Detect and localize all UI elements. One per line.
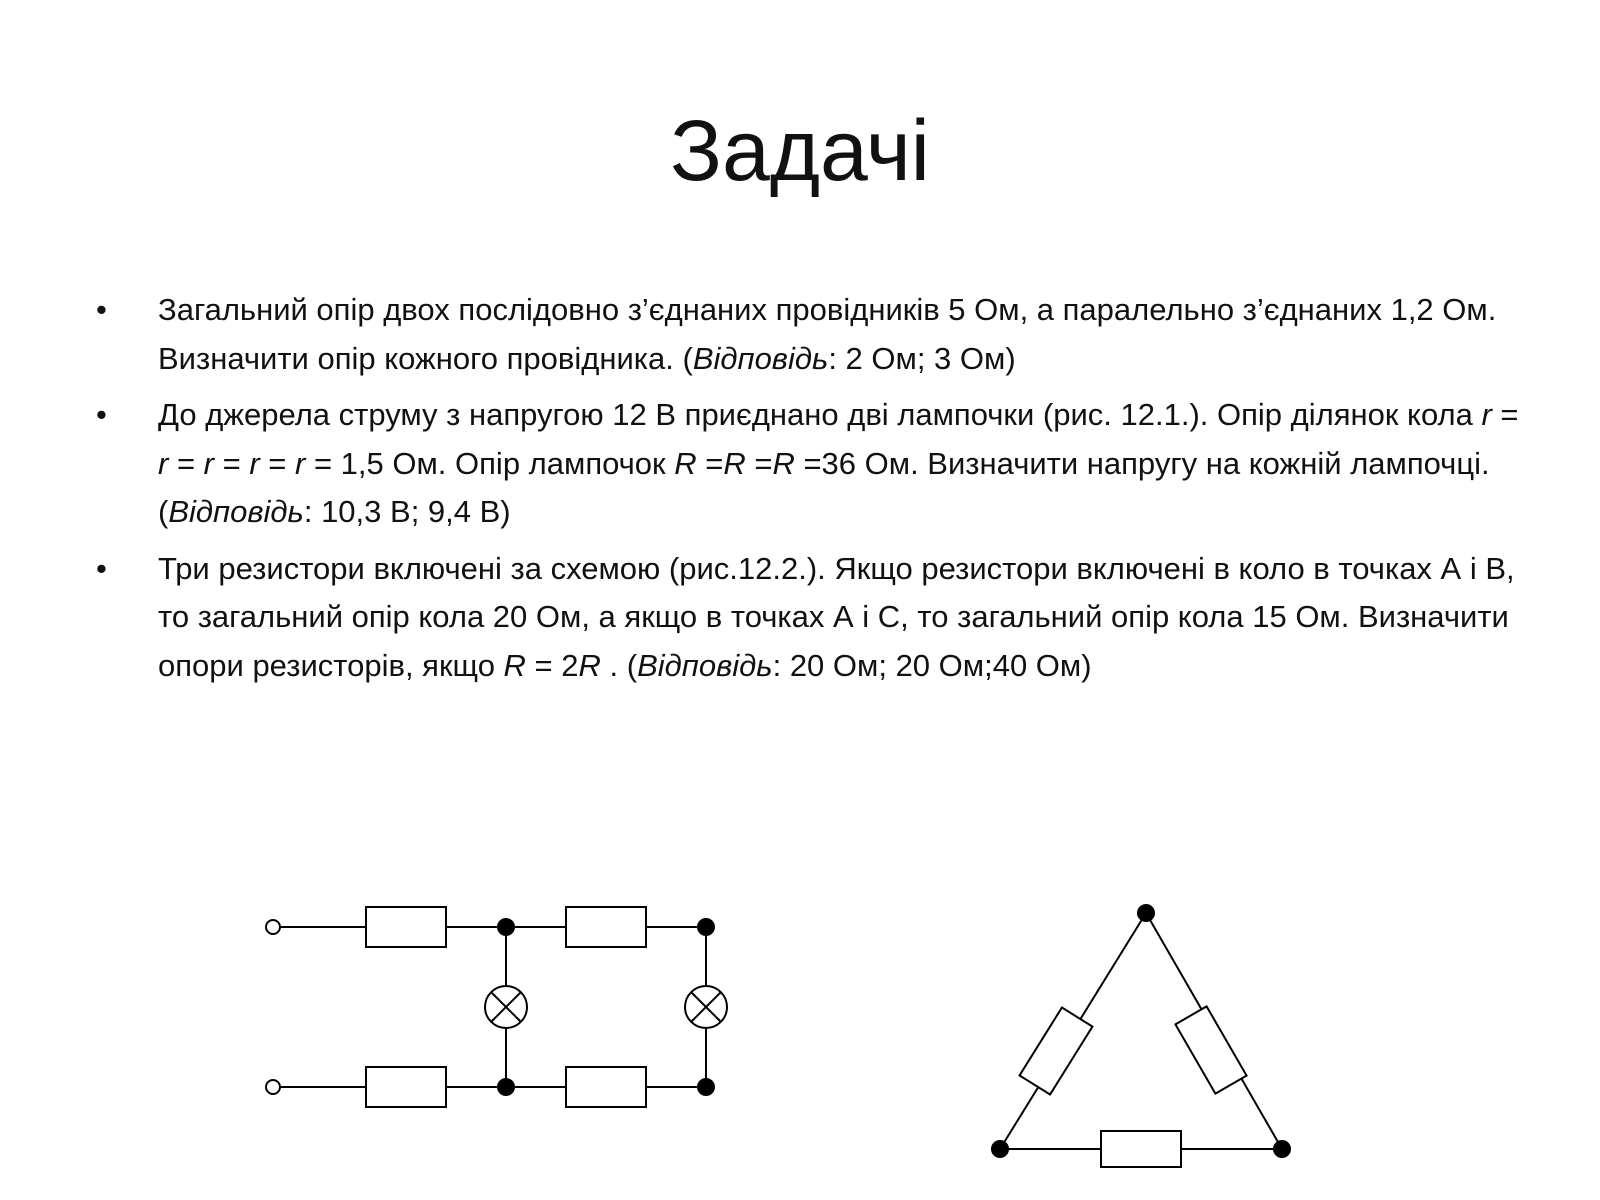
bullet-icon: •	[96, 292, 107, 327]
text-segment: R	[503, 647, 526, 683]
resistor-bottom-left	[366, 1067, 446, 1107]
text-segment: r	[158, 445, 169, 481]
slide-title: Задачі	[670, 103, 930, 199]
text-segment: R	[578, 647, 601, 683]
text-segment: До джерела струму з напругою 12 В приєднано дві лампочки (рис. 12.1.). Опір ділянок кола	[158, 397, 1482, 432]
text-segment: =	[214, 445, 250, 481]
text-segment: : 20 Ом; 20 Ом;40 Ом)	[772, 647, 1092, 683]
text-segment: R	[772, 445, 795, 481]
text-segment: Відповідь	[168, 494, 304, 529]
text-segment: r	[295, 445, 306, 481]
text-segment: Відповідь	[692, 340, 829, 376]
text-segment: Відповідь	[637, 647, 773, 683]
text-segment: =	[1491, 397, 1519, 432]
figure-12-2	[992, 905, 1290, 1167]
text-segment: R	[723, 445, 746, 481]
bullet-icon: •	[96, 550, 107, 586]
text-segment: Три резистори включені за схемою (рис.12.2.). Якщо резистори включені в коло в точках А і В, то загальний опір кола 20 Ом, а якщо в точках А і С, то загальний опір кола 15 Ом. Визначити опори резисторів, якщо	[158, 550, 1515, 683]
resistor-bottom	[1101, 1131, 1181, 1167]
resistor-top-left	[366, 907, 446, 947]
junction-dot	[498, 1079, 514, 1095]
junction-dot	[698, 1079, 714, 1095]
junction-dot	[1138, 905, 1154, 921]
junction-dot	[992, 1141, 1008, 1157]
resistor-bottom-right	[566, 1067, 646, 1107]
text-segment: Загальний опір двох послідовно з’єднаних провідників 5 Ом, а паралельно з’єднаних 1,2 Ом. Визначити опір кожного провідника. (	[158, 292, 1497, 376]
terminal-icon	[266, 920, 280, 934]
text-segment: = 2	[525, 647, 579, 683]
lamp-icon	[685, 986, 727, 1028]
text-segment: R	[674, 445, 697, 481]
terminal-icon	[266, 1080, 280, 1094]
bullet-icon: •	[96, 397, 107, 432]
text-segment: r	[203, 445, 214, 481]
resistor-top-right	[566, 907, 646, 947]
text-segment: =36 Ом. Визначити напругу на кожній лампочці. (	[158, 445, 1490, 529]
junction-dot	[498, 919, 514, 935]
figure-12-1	[266, 907, 727, 1107]
text-segment: r	[249, 445, 260, 481]
junction-dot	[698, 919, 714, 935]
resistor-right	[1175, 1006, 1246, 1093]
junction-dot	[1274, 1141, 1290, 1157]
resistor-left	[1020, 1008, 1093, 1095]
text-segment: =	[168, 445, 204, 481]
text-segment: : 2 Ом; 3 Ом)	[828, 340, 1016, 376]
text-segment: . (	[600, 647, 638, 683]
text-segment: r	[1481, 397, 1492, 432]
text-segment: =	[696, 445, 724, 481]
text-segment: =	[259, 445, 296, 481]
text-segment: =	[745, 445, 773, 481]
text-segment: : 10,3 В; 9,4 В)	[303, 494, 511, 529]
text-segment: = 1,5 Ом. Опір лампочок	[305, 445, 675, 481]
lamp-icon	[485, 986, 527, 1028]
